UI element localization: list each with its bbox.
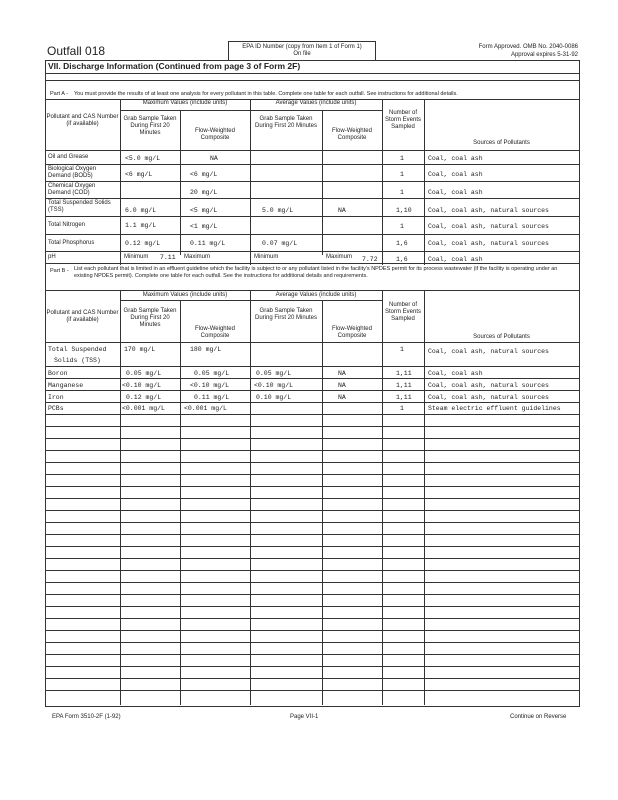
table-rule [45,690,579,691]
part-b-row-5-name: PCBs [48,405,64,412]
epa-id-label: EPA ID Number (copy from Item 1 of Form 1) [242,44,362,50]
part-a-row-2-sources: Coal, coal ash [428,189,483,196]
part-a-row-0-max-flow: NA [210,155,218,162]
epa-id-value: On file [293,51,311,57]
part-b-row-0-max-grab: 170 mg/L [124,346,156,353]
table-rule [45,438,579,439]
part-b-row-4-max-flow: 0.11 mg/L [194,394,230,401]
part-b-instruction: List each pollutant that is limited in an effluent guideline which the facility is subject to or any pollutant listed in the facility's NPDES permit for its process wastewater (if the facility is operating under an existing NPDES permit). Complete one table for each outfall. See the instructions for additional details and requirements. [74,266,558,279]
part-b-row-4-sources: Coal, coal ash, natural sources [428,394,549,401]
table-rule [45,582,579,583]
table-rule [45,486,579,487]
part-a-row-0-sources: Coal, coal ash [428,155,483,162]
outfall-title: Outfall 018 [47,44,106,58]
table-rule [45,630,579,631]
part-a-avg-header: Average Values (include units) [275,100,357,106]
part-a-row-5-events: 1,6 [396,240,408,247]
expires-text: Approval expires 5-31-92 [510,52,578,58]
part-b-row-2-name: Boron [48,370,68,377]
table-rule [45,378,579,379]
part-b-row-4-max-grab: 0.12 mg/L [126,394,162,401]
part-b-avg-header: Average Values (include units) [275,292,357,298]
ph-val4: 7.72 [362,256,378,263]
part-a-row-1-events: 1 [400,171,404,178]
part-a-max-header: Maximum Values (include units) [142,100,228,106]
table-rule [45,366,579,367]
part-b-row-3-max-flow: <0.10 mg/L [190,382,230,389]
epa-id-box [228,41,376,61]
part-b-row-0-events: 1 [400,346,404,353]
part-b-pollutant-header: Pollutant and CAS Number (if available) [46,310,119,323]
part-b-row-5-max-grab: <0.001 mg/L [122,405,165,412]
part-b-max-flow-header: Flow-Weighted Composite [195,326,235,339]
part-b-row-3-avg-grab: <0.10 mg/L [254,382,294,389]
part-a-instruction: You must provide the results of at least one analysis for every pollutant in this table. Complete one table for each outfall. See instructions for additional details. [74,91,458,97]
footer-continue: Continue on Reverse [510,714,567,720]
ph-max2: Maximum [326,254,353,260]
part-a-row-3-name: Total Suspended Solids (TSS) [48,200,111,213]
table-rule [45,642,579,643]
ph-label: pH [48,254,56,260]
part-b-row-5-events: 1 [400,405,404,412]
part-a-events-header: Number of Storm Events Sampled [384,110,421,130]
part-b-row-5-sources: Steam electric effluent guidelines [428,405,561,412]
part-a-row-5-avg-grab: 0.07 mg/L [262,240,298,247]
footer-page: Page VII-1 [290,714,319,720]
part-a-max-grab-header: Grab Sample Taken During First 20 Minutes [123,116,177,136]
part-a-max-flow-header: Flow-Weighted Composite [195,128,235,141]
part-a-row-3-sources: Coal, coal ash, natural sources [428,207,549,214]
part-b-row-2-avg-grab: 0.05 mg/L [256,370,292,377]
table-rule [45,474,579,475]
part-a-row-3-avg-grab: 5.0 mg/L [262,207,294,214]
table-rule [45,618,579,619]
table-rule [45,594,579,595]
part-b-row-3-max-grab: <0.10 mg/L [122,382,162,389]
table-rule [45,450,579,451]
footer-form: EPA Form 3510-2F (1-92) [52,714,121,720]
part-b-row-2-max-grab: 0.05 mg/L [126,370,162,377]
table-rule [45,510,579,511]
part-b-row-0-max-flow: 180 mg/L [190,346,222,353]
part-a-row-2-events: 1 [400,189,404,196]
approval-text: Form Approved. OMB No. 2040-0086 [478,44,578,50]
ph-events: 1,6 [396,256,408,263]
table-rule [45,534,579,535]
table-rule [45,498,579,499]
table-rule [45,522,579,523]
part-b-row-4-avg-grab: 0.10 mg/L [256,394,292,401]
part-a-row-3-max-flow: <5 mg/L [190,207,218,214]
part-a-row-5-max-grab: 0.12 mg/L [125,240,161,247]
table-rule [45,426,579,427]
part-a-row-0-max-grab: <5.0 mg/L [125,155,161,162]
part-b-row-0-name: Total Suspended [48,346,107,353]
part-a-row-1-sources: Coal, coal ash [428,171,483,178]
part-a-row-2-name: Chemical Oxygen Demand (COD) [48,183,96,196]
part-a-row-4-max-grab: 1.1 mg/L [125,222,157,229]
part-a-avg-grab-header: Grab Sample Taken During First 20 Minutes [254,116,318,129]
ph-sources: Coal, coal ash [428,256,483,263]
part-b-row-2-sources: Coal, coal ash [428,370,483,377]
part-b-row-4-name: Iron [48,394,64,401]
part-b-row-3-events: 1,11 [396,382,412,389]
part-b-row-3-avg-flow: NA [338,382,346,389]
table-rule [45,558,579,559]
part-b-row-3-sources: Coal, coal ash, natural sources [428,382,549,389]
part-a-pollutant-header: Pollutant and CAS Number (if available) [46,114,119,127]
part-b-max-header: Maximum Values (include units) [142,292,228,298]
part-b-max-grab-header: Grab Sample Taken During First 20 Minutes [123,308,177,328]
part-b-row-2-max-flow: 0.05 mg/L [194,370,230,377]
part-a-row-5-max-flow: 0.11 mg/L [190,240,226,247]
part-b-row-1-name: Solids (TSS) [54,357,101,364]
part-b-row-3-name: Manganese [48,382,84,389]
table-rule [45,462,579,463]
part-a-row-0-name: Oil and Grease [48,154,89,160]
table-rule [45,414,579,415]
part-a-row-3-max-grab: 6.0 mg/L [125,207,157,214]
part-a-row-3-events: 1,10 [396,207,412,214]
part-b-row-2-events: 1,11 [396,370,412,377]
part-b-sources-header: Sources of Pollutants [473,334,530,340]
table-rule [45,606,579,607]
part-a-row-2-max-flow: 20 mg/L [190,189,218,196]
part-a-row-0-events: 1 [400,155,404,162]
part-b-row-5-max-flow: <0.001 mg/L [184,405,227,412]
part-a-row-4-events: 1 [400,223,404,230]
table-rule [45,402,579,403]
part-b-row-2-avg-flow: NA [338,370,346,377]
ph-val1: 7.11 [160,254,176,261]
table-rule [45,390,579,391]
ph-min1: Minimum [124,254,149,260]
part-a-row-1-max-grab: <6 mg/L [125,171,153,178]
part-a-row-1-max-flow: <6 mg/L [190,171,218,178]
ph-min2: Minimum [254,254,279,260]
part-b-row-0-sources: Coal, coal ash, natural sources [428,348,549,355]
part-b-avg-grab-header: Grab Sample Taken During First 20 Minutes [254,308,318,321]
ph-max1: Maximum [184,254,211,260]
part-a-avg-flow-header: Flow-Weighted Composite [332,128,372,141]
part-b-label: Part B - [50,268,69,274]
table-rule [45,666,579,667]
table-rule [45,678,579,679]
part-a-sources-header: Sources of Pollutants [473,140,530,146]
part-a-row-5-sources: Coal, coal ash, natural sources [428,240,549,247]
part-a-row-5-name: Total Phosphorus [48,240,95,246]
table-rule [45,654,579,655]
part-b-avg-flow-header: Flow-Weighted Composite [332,326,372,339]
part-b-events-header: Number of Storm Events Sampled [384,302,421,322]
part-a-row-1-name: Biological Oxygen Demand (BOD5) [48,166,97,179]
part-b-row-4-events: 1,11 [396,394,412,401]
part-a-row-4-name: Total Nitrogen [48,222,86,228]
table-rule [45,570,579,571]
part-a-row-3-avg-flow: NA [338,207,346,214]
part-b-row-4-avg-flow: NA [338,394,346,401]
table-rule [45,546,579,547]
part-a-row-4-max-flow: <1 mg/L [190,223,218,230]
part-a-label: Part A - [50,91,69,97]
section-title: VII. Discharge Information (Continued from page 3 of Form 2F) [48,61,301,71]
part-a-row-4-sources: Coal, coal ash, natural sources [428,223,549,230]
